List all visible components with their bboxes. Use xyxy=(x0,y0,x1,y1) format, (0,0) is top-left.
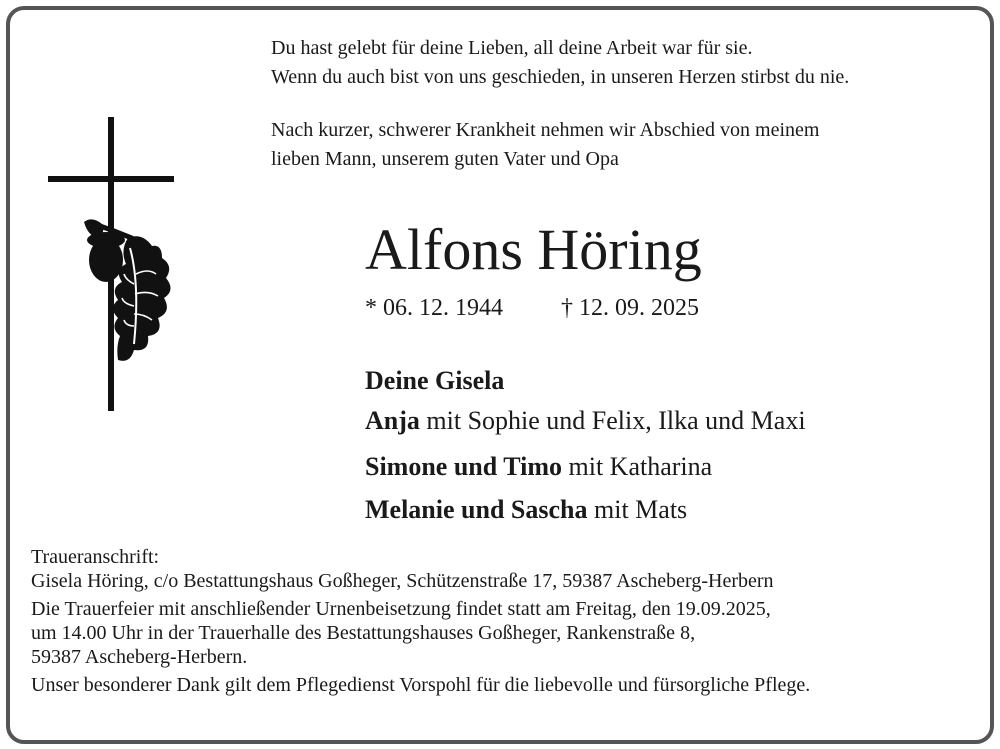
life-dates xyxy=(365,293,699,323)
family-member xyxy=(365,406,806,436)
address-block xyxy=(31,545,810,593)
cross-with-oak-leaf-icon xyxy=(44,114,184,419)
poem-line-2: Wenn du auch bist von uns geschieden, in unseren Herzen stirbst du nie. xyxy=(271,66,850,88)
address-text: Gisela Höring, c/o Bestattungshaus Goßheger, Schützenstraße 17, 59387 Ascheberg-Herbern xyxy=(31,570,774,592)
family-member-names: Anja xyxy=(365,406,420,435)
ceremony-line-1: Die Trauerfeier mit anschließender Urnenbeisetzung findet statt am Freitag, den 19.09.2025, xyxy=(31,598,771,620)
deceased-name: Alfons Höring xyxy=(365,217,702,282)
family-member-extra: mit Sophie und Felix, Ilka und Maxi xyxy=(419,406,806,435)
poem xyxy=(271,34,849,92)
bottom-notes xyxy=(31,545,810,701)
family-member xyxy=(365,495,687,525)
family-member-names: Melanie und Sascha xyxy=(365,495,588,524)
death-date: † 12. 09. 2025 xyxy=(561,295,699,321)
birth-date: * 06. 12. 1944 xyxy=(365,295,503,321)
poem-line-1: Du hast gelebt für deine Lieben, all deine Arbeit war für sie. xyxy=(271,37,753,59)
family-member xyxy=(365,366,504,396)
family-member-names: Deine Gisela xyxy=(365,366,505,395)
intro-line-1: Nach kurzer, schwerer Krankheit nehmen wir Abschied von meinem xyxy=(271,119,820,141)
ceremony-line-2: um 14.00 Uhr in der Trauerhalle des Bestattungshauses Goßheger, Rankenstraße 8, xyxy=(31,622,696,644)
thanks-text: Unser besonderer Dank gilt dem Pflegedienst Vorspohl für die liebevolle und fürsorgliche Pflege. xyxy=(31,674,811,696)
family-member xyxy=(365,452,712,482)
ceremony-block xyxy=(31,597,810,669)
family-member-names: Simone und Timo xyxy=(365,452,563,481)
family-member-extra: mit Katharina xyxy=(562,452,713,481)
address-label: Traueranschrift: xyxy=(31,546,160,568)
intro-line-2: lieben Mann, unserem guten Vater und Opa xyxy=(271,148,619,170)
intro-text xyxy=(271,116,819,174)
ceremony-line-3: 59387 Ascheberg-Herbern. xyxy=(31,646,248,668)
family-member-extra: mit Mats xyxy=(587,495,688,524)
